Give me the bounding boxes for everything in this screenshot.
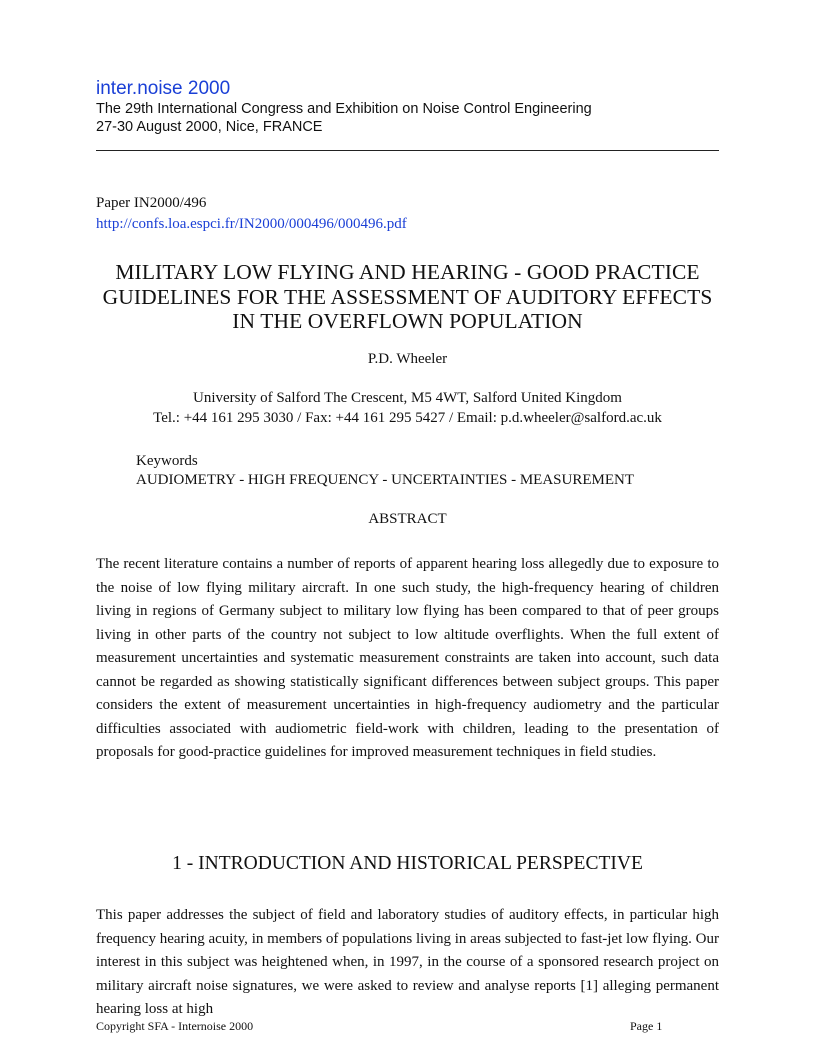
footer-copyright: Copyright SFA - Internoise 2000 — [96, 1019, 254, 1033]
conference-name: inter.noise 2000 — [96, 78, 231, 99]
footer-page-number: Page 1 — [630, 1019, 663, 1033]
keywords-list: AUDIOMETRY - HIGH FREQUENCY - UNCERTAINTIES - MEASUREMENT — [136, 471, 635, 488]
paper-id: Paper IN2000/496 — [96, 195, 207, 211]
section-heading: 1 - INTRODUCTION AND HISTORICAL PERSPECTIVE — [172, 853, 643, 874]
conference-title: The 29th International Congress and Exhibition on Noise Control Engineering — [96, 101, 592, 117]
conference-info — [96, 100, 736, 136]
author-affiliation — [96, 389, 719, 428]
affiliation-contact: Tel.: +44 161 295 3030 / Fax: +44 161 295 5427 / Email: p.d.wheeler@salford.ac.uk — [153, 409, 662, 426]
affiliation-address: University of Salford The Crescent, M5 4WT, Salford United Kingdom — [193, 390, 622, 406]
abstract-heading: ABSTRACT — [368, 511, 447, 527]
abstract-text: The recent literature contains a number of reports of apparent hearing loss allegedly due to exposure to the noise of low flying military aircraft. In one such study, the high-frequency hearing of children living in regions of Germany subject to military low flying has been compared to that of peer groups living in other parts of the country not subject to low altitude overflights. When the full extent of measurement uncertainties and systematic measurement constraints are taken into account, such data cannot be regarded as showing statistically significant differences between subject groups. This paper considers the extent of measurement uncertainties in high-frequency audiometry and the particular difficulties associated with audiometric field-work with children, leading to the presentation of proposals for good-practice guidelines for improved measurement techniques in field studies. — [96, 556, 719, 760]
keywords-block — [136, 452, 736, 489]
paper-url-link[interactable]: http://confs.loa.espci.fr/IN2000/000496/000496.pdf — [96, 216, 407, 232]
header-divider — [96, 150, 719, 151]
paper-title: MILITARY LOW FLYING AND HEARING - GOOD PRACTICE GUIDELINES FOR THE ASSESSMENT OF AUDITORY EFFECTS IN THE OVERFLOWN POPULATION — [102, 260, 713, 333]
conference-dates: 27-30 August 2000, Nice, FRANCE — [96, 119, 323, 135]
paper-author: P.D. Wheeler — [367, 351, 448, 367]
section-text: This paper addresses the subject of field and laboratory studies of auditory effects, in particular high frequency hearing acuity, in members of populations living in areas subjected to fast-jet low flying. Our interest in this subject was heightened when, in 1997, in the course of a sponsored research project on military aircraft noise signatures, we were asked to review and analyse reports [1] alleging permanent hearing loss at high — [96, 907, 719, 1018]
keywords-label: Keywords — [136, 453, 198, 469]
